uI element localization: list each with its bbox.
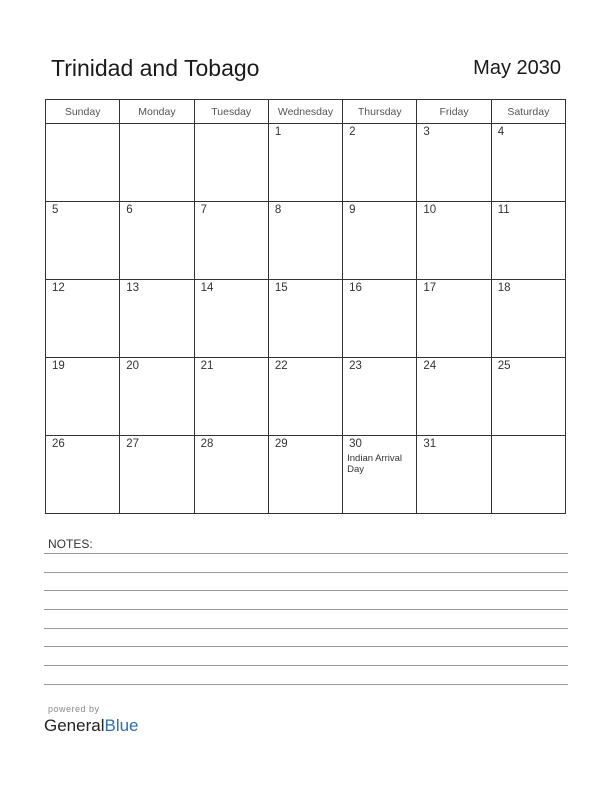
weekday-header-row — [46, 100, 566, 124]
day-number: 23 — [349, 360, 362, 372]
day-number: 28 — [200, 438, 214, 450]
week-row — [46, 124, 566, 202]
day-cell — [268, 124, 342, 202]
day-cell — [268, 280, 342, 358]
day-number: 13 — [126, 282, 140, 294]
weekday-thursday: Thursday — [343, 100, 417, 124]
day-number — [195, 124, 268, 126]
day-cell — [268, 358, 342, 436]
day-cell — [268, 202, 342, 280]
day-cell — [120, 436, 194, 514]
day-cell — [343, 280, 417, 358]
day-number: 14 — [200, 282, 214, 294]
day-number: 26 — [52, 438, 65, 450]
weekday-wednesday: Wednesday — [268, 100, 342, 124]
day-number: 9 — [349, 204, 356, 216]
day-number — [492, 436, 565, 438]
day-number: 31 — [423, 438, 437, 450]
calendar-country-title: Trinidad and Tobago — [51, 55, 260, 81]
week-row — [46, 280, 566, 358]
week-row — [46, 358, 566, 436]
day-cell — [491, 202, 565, 280]
day-cell — [194, 202, 268, 280]
brand-blue: Blue — [104, 716, 139, 735]
weekday-sunday: Sunday — [46, 100, 120, 124]
note-line — [44, 553, 568, 554]
day-cell — [194, 358, 268, 436]
holiday-label: Indian Arrival Day — [347, 453, 403, 475]
day-cell — [417, 280, 491, 358]
day-number: 15 — [274, 282, 288, 294]
day-number: 20 — [126, 360, 140, 372]
note-line — [44, 684, 568, 685]
day-cell — [120, 280, 194, 358]
day-cell — [46, 202, 120, 280]
day-cell — [491, 436, 565, 514]
day-cell — [343, 358, 417, 436]
day-number: 19 — [52, 360, 65, 372]
day-cell — [194, 436, 268, 514]
day-number: 2 — [349, 126, 356, 138]
day-number: 11 — [497, 204, 510, 216]
day-number: 12 — [52, 282, 65, 294]
note-line — [44, 572, 568, 573]
day-number: 8 — [274, 204, 282, 216]
weekday-friday: Friday — [417, 100, 491, 124]
powered-by-text: powered by — [48, 704, 100, 714]
day-cell — [268, 436, 342, 514]
week-row — [46, 202, 566, 280]
day-cell — [417, 202, 491, 280]
day-cell — [343, 202, 417, 280]
day-cell — [194, 280, 268, 358]
day-number: 27 — [126, 438, 140, 450]
note-line — [44, 609, 568, 610]
generalblue-logo — [44, 716, 139, 736]
day-cell — [46, 280, 120, 358]
day-number: 10 — [423, 204, 437, 216]
day-cell — [343, 436, 417, 514]
day-number: 3 — [423, 126, 430, 138]
day-number: 21 — [200, 360, 214, 372]
note-line — [44, 590, 568, 591]
day-cell — [491, 358, 565, 436]
brand-general: General — [44, 716, 105, 735]
day-cell — [46, 358, 120, 436]
notes-label: NOTES: — [48, 537, 93, 551]
weekday-saturday: Saturday — [491, 100, 565, 124]
day-cell — [491, 280, 565, 358]
day-cell — [46, 124, 120, 202]
day-cell — [194, 124, 268, 202]
weekday-tuesday: Tuesday — [194, 100, 268, 124]
day-cell — [120, 124, 194, 202]
day-number: 7 — [200, 204, 207, 216]
calendar-month-year: May 2030 — [473, 57, 561, 79]
day-number: 30 — [349, 438, 362, 450]
day-number: 17 — [423, 282, 437, 294]
day-number — [120, 124, 193, 126]
day-number: 22 — [274, 360, 288, 372]
day-number — [46, 124, 119, 126]
day-cell — [417, 358, 491, 436]
calendar-grid — [45, 99, 566, 514]
day-number: 24 — [423, 360, 437, 372]
day-cell — [120, 202, 194, 280]
day-number: 18 — [497, 282, 511, 294]
day-number: 6 — [126, 204, 133, 216]
day-number: 5 — [52, 204, 59, 216]
day-number: 29 — [274, 438, 288, 450]
day-number: 25 — [497, 360, 511, 372]
day-cell — [46, 436, 120, 514]
day-number: 1 — [274, 126, 282, 138]
day-number: 16 — [349, 282, 362, 294]
note-line — [44, 628, 568, 629]
day-cell — [491, 124, 565, 202]
week-row — [46, 436, 566, 514]
note-line — [44, 646, 568, 647]
day-cell — [343, 124, 417, 202]
day-cell — [417, 124, 491, 202]
day-cell — [417, 436, 491, 514]
day-number: 4 — [497, 126, 505, 138]
weekday-monday: Monday — [120, 100, 194, 124]
note-line — [44, 665, 568, 666]
day-cell — [120, 358, 194, 436]
